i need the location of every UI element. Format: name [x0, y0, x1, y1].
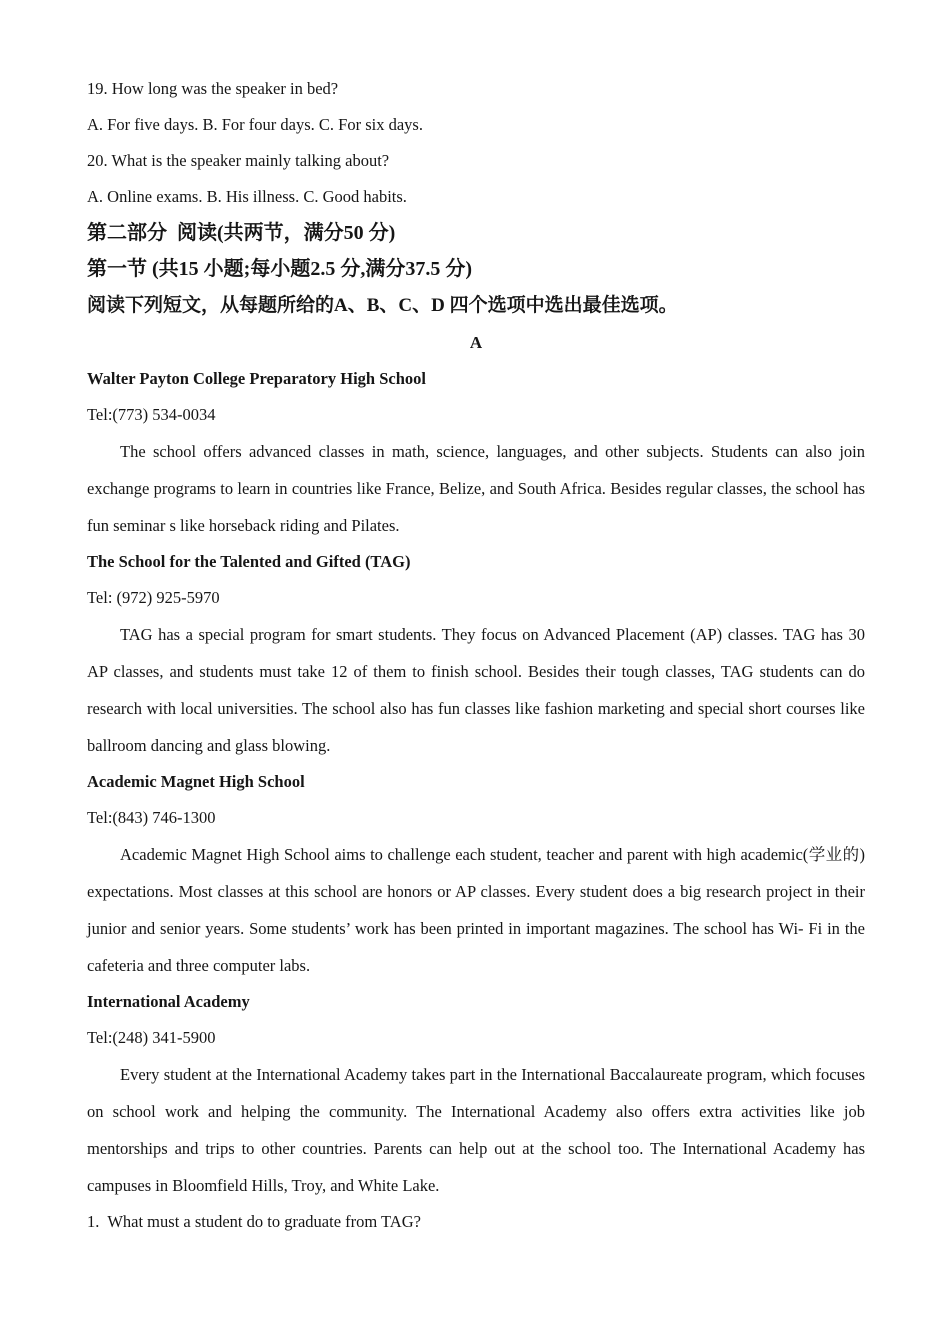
- school-name: Academic Magnet High School: [87, 772, 305, 791]
- question-20-options: A. Online exams. B. His illness. C. Good habits.: [87, 187, 407, 206]
- question-1: 1. What must a student do to graduate from TAG?: [87, 1212, 421, 1231]
- question-19: 19. How long was the speaker in bed?: [87, 79, 339, 98]
- question-20: 20. What is the speaker mainly talking about?: [87, 151, 390, 170]
- school-description: Every student at the International Academy takes part in the International Baccalaureate program, which focuses on school work and helping the community. The International Academy also offers extra activities like job mentorships and trips to other countries. Parents can help out at the school too. The International Academy has campuses in Bloomfield Hills, Troy, and White Lake.: [87, 1065, 865, 1195]
- passage-label-a: A: [469, 333, 483, 352]
- school-entry-walter-payton: [87, 361, 865, 544]
- school-tel: Tel:(248) 341-5900: [87, 1028, 216, 1047]
- school-tel: Tel:(843) 746-1300: [87, 808, 216, 827]
- question-19-options: A. For five days. B. For four days. C. For six days.: [87, 115, 423, 134]
- school-entry-academic-magnet: [87, 764, 865, 984]
- reading-instructions: 阅读下列短文，从每题所给的A、B、C、D 四个选项中选出最佳选项。: [87, 295, 678, 316]
- school-name: Walter Payton College Preparatory High School: [87, 369, 426, 388]
- school-name: The School for the Talented and Gifted (TAG): [87, 552, 411, 571]
- school-name: International Academy: [87, 992, 250, 1011]
- school-tel: Tel:(773) 534-0034: [87, 405, 216, 424]
- school-entry-international-academy: [87, 984, 865, 1204]
- section-one-heading: 第一节 (共15 小题;每小题2.5 分,满分37.5 分): [87, 258, 472, 280]
- school-tel: Tel: (972) 925-5970: [87, 588, 220, 607]
- part-two-heading: 第二部分 阅读(共两节，满分50 分): [87, 222, 396, 244]
- school-description: TAG has a special program for smart students. They focus on Advanced Placement (AP) classes. TAG has 30 AP classes, and students must take 12 of them to finish school. Besides their tough classes, TAG students can do research with local universities. The school also has fun classes like fashion marketing and special short courses like ballroom dancing and glass blowing.: [87, 625, 865, 755]
- school-entry-tag: [87, 544, 865, 764]
- school-description: The school offers advanced classes in math, science, languages, and other subjects. Students can also join exchange programs to learn in countries like France, Belize, and South Africa. Besides regular classes, the school has fun seminar s like horseback riding and Pilates.: [87, 442, 865, 535]
- school-description: Academic Magnet High School aims to challenge each student, teacher and parent with high academic(学业的) expectations. Most classes at this school are honors or AP classes. Every student does a big research project in their junior and senior years. Some students’ work has been printed in important magazines. The school has Wi- Fi in the cafeteria and three computer labs.: [87, 845, 865, 975]
